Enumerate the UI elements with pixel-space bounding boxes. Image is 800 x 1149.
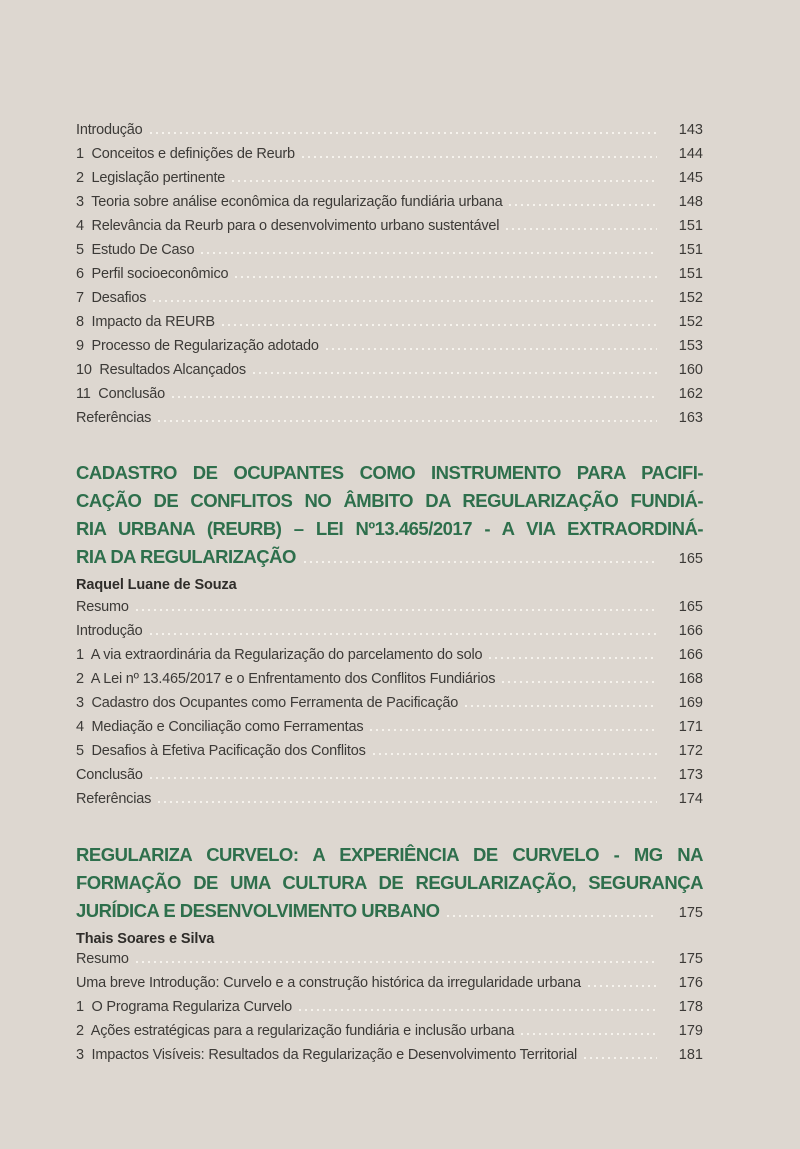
dot-leader xyxy=(232,180,657,182)
author-name: Raquel Luane de Souza xyxy=(76,577,237,593)
toc-entry-label: 5 Desafios à Efetiva Pacificação dos Conflitos xyxy=(76,743,366,759)
section-page-number: 175 xyxy=(678,905,703,921)
toc-entry-label: 3 Impactos Visíveis: Resultados da Regularização e Desenvolvimento Territorial xyxy=(76,1047,578,1063)
toc-entry-label: 6 Perfil socioeconômico xyxy=(76,266,229,282)
dot-leader xyxy=(150,777,657,779)
toc-entry[interactable] xyxy=(76,218,703,242)
toc-entries xyxy=(76,599,703,815)
toc-entry[interactable] xyxy=(76,767,703,791)
toc-entry-label: 9 Processo de Regularização adotado xyxy=(76,338,319,354)
toc-entry-page: 148 xyxy=(678,194,703,210)
toc-entry-page: 151 xyxy=(678,242,703,258)
section-title-line: FORMAÇÃO DE UMA CULTURA DE REGULARIZAÇÃO, SEGURANÇA xyxy=(76,872,703,893)
dot-leader xyxy=(373,753,657,755)
toc-entry-label: 8 Impacto da REURB xyxy=(76,314,215,330)
dot-leader xyxy=(222,324,657,326)
toc-entry-page: 145 xyxy=(678,170,703,186)
toc-entry-page: 151 xyxy=(678,266,703,282)
dot-leader xyxy=(158,801,657,803)
dot-leader xyxy=(158,420,657,422)
toc-entry-label: 2 Ações estratégicas para a regularização fundiária e inclusão urbana xyxy=(76,1023,515,1039)
toc-entry-page: 178 xyxy=(678,999,703,1015)
toc-entry[interactable] xyxy=(76,146,703,170)
toc-entry-page: 151 xyxy=(678,218,703,234)
toc-entry[interactable] xyxy=(76,194,703,218)
toc-entry[interactable] xyxy=(76,1023,703,1047)
toc-entry[interactable] xyxy=(76,1047,703,1071)
toc-entry-page: 176 xyxy=(678,975,703,991)
toc-section xyxy=(76,841,703,1071)
section-heading xyxy=(76,841,703,927)
toc-entry-label: 4 Relevância da Reurb para o desenvolvimento urbano sustentável xyxy=(76,218,500,234)
dot-leader xyxy=(136,609,657,611)
dot-leader xyxy=(584,1057,657,1059)
toc-entry-page: 152 xyxy=(678,314,703,330)
dot-leader xyxy=(489,657,657,659)
dot-leader xyxy=(150,633,657,635)
toc-entry[interactable] xyxy=(76,951,703,975)
toc-entry[interactable] xyxy=(76,290,703,314)
toc-entry-page: 163 xyxy=(678,410,703,426)
toc-entry[interactable] xyxy=(76,410,703,434)
section-title-text: RIA DA REGULARIZAÇÃO xyxy=(76,546,296,567)
toc-entry-label: 1 Conceitos e definições de Reurb xyxy=(76,146,295,162)
dot-leader xyxy=(299,1009,657,1011)
dot-leader xyxy=(136,961,657,963)
section-title-line: CAÇÃO DE CONFLITOS NO ÂMBITO DA REGULARIZAÇÃO FUNDIÁ- xyxy=(76,490,703,511)
section-heading xyxy=(76,459,703,573)
toc-entry-label: Resumo xyxy=(76,599,129,615)
toc-entry-label: 3 Teoria sobre análise econômica da regularização fundiária urbana xyxy=(76,194,503,210)
toc-entry-label: 1 A via extraordinária da Regularização do parcelamento do solo xyxy=(76,647,483,663)
toc-entry-label: 7 Desafios xyxy=(76,290,147,306)
toc-entry[interactable] xyxy=(76,599,703,623)
toc-entry-label: Introdução xyxy=(76,122,143,138)
toc-entry-page: 173 xyxy=(678,767,703,783)
toc-entry[interactable] xyxy=(76,647,703,671)
toc-entry[interactable] xyxy=(76,362,703,386)
toc-entry-page: 162 xyxy=(678,386,703,402)
toc-entry-page: 168 xyxy=(678,671,703,687)
toc-entry-label: Referências xyxy=(76,410,152,426)
toc-entry[interactable] xyxy=(76,314,703,338)
toc-entry[interactable] xyxy=(76,719,703,743)
section-title-last-line[interactable] xyxy=(76,897,703,927)
toc-entry-page: 166 xyxy=(678,623,703,639)
toc-entry[interactable] xyxy=(76,242,703,266)
toc-entry-label: 4 Mediação e Conciliação como Ferramentas xyxy=(76,719,364,735)
toc-entry[interactable] xyxy=(76,975,703,999)
toc-entry-label: 2 Legislação pertinente xyxy=(76,170,226,186)
toc-entry[interactable] xyxy=(76,695,703,719)
section-title-line: REGULARIZA CURVELO: A EXPERIÊNCIA DE CURVELO - MG NA xyxy=(76,844,703,865)
toc-entry[interactable] xyxy=(76,338,703,362)
dot-leader xyxy=(509,204,657,206)
toc-entry-page: 160 xyxy=(678,362,703,378)
toc-entry-label: Uma breve Introdução: Curvelo e a construção histórica da irregularidade urbana xyxy=(76,975,581,991)
dot-leader xyxy=(153,300,657,302)
toc-entry[interactable] xyxy=(76,170,703,194)
toc-section xyxy=(76,459,703,815)
toc-entry[interactable] xyxy=(76,671,703,695)
dot-leader xyxy=(150,132,657,134)
dot-leader xyxy=(370,729,657,731)
toc-entry-page: 171 xyxy=(678,719,703,735)
toc-section xyxy=(76,122,703,434)
dot-leader xyxy=(201,252,657,254)
toc-entry-page: 153 xyxy=(678,338,703,354)
dot-leader xyxy=(326,348,657,350)
dot-leader xyxy=(588,985,657,987)
dot-leader xyxy=(235,276,657,278)
author-name: Thais Soares e Silva xyxy=(76,931,215,947)
dot-leader xyxy=(304,561,657,563)
dot-leader xyxy=(447,915,657,917)
section-page-number: 165 xyxy=(678,551,703,567)
toc-entry-page: 179 xyxy=(678,1023,703,1039)
section-title-text: JURÍDICA E DESENVOLVIMENTO URBANO xyxy=(76,900,440,921)
toc-entry-page: 181 xyxy=(678,1047,703,1063)
dot-leader xyxy=(506,228,657,230)
toc-entry[interactable] xyxy=(76,623,703,647)
toc-entry-label: Introdução xyxy=(76,623,143,639)
toc-entry[interactable] xyxy=(76,791,703,815)
toc-entry-page: 143 xyxy=(678,122,703,138)
toc-entry-page: 172 xyxy=(678,743,703,759)
section-title-line: CADASTRO DE OCUPANTES COMO INSTRUMENTO PARA PACIFI- xyxy=(76,462,703,483)
toc-entry-label: 1 O Programa Regulariza Curvelo xyxy=(76,999,293,1015)
toc-entry-label: 2 A Lei nº 13.465/2017 e o Enfrentamento dos Conflitos Fundiários xyxy=(76,671,496,687)
toc-entry[interactable] xyxy=(76,266,703,290)
toc-entry[interactable] xyxy=(76,122,703,146)
section-title-line: RIA URBANA (REURB) – LEI Nº13.465/2017 - A VIA EXTRAORDINÁ- xyxy=(76,518,703,539)
toc-entry-page: 174 xyxy=(678,791,703,807)
toc-entry-label: 11 Conclusão xyxy=(76,386,166,402)
toc-entry-page: 169 xyxy=(678,695,703,711)
toc-entry-label: Conclusão xyxy=(76,767,143,783)
toc-entries xyxy=(76,951,703,1071)
toc-entry-label: Resumo xyxy=(76,951,129,967)
toc-entry-page: 144 xyxy=(678,146,703,162)
dot-leader xyxy=(302,156,657,158)
toc-list xyxy=(76,122,703,1071)
dot-leader xyxy=(172,396,657,398)
section-title-last-line[interactable] xyxy=(76,543,703,573)
dot-leader xyxy=(253,372,657,374)
toc-entry[interactable] xyxy=(76,386,703,410)
toc-entry[interactable] xyxy=(76,743,703,767)
toc-entry-page: 165 xyxy=(678,599,703,615)
toc-entries xyxy=(76,122,703,434)
toc-entry-label: Referências xyxy=(76,791,152,807)
toc-entry-page: 166 xyxy=(678,647,703,663)
dot-leader xyxy=(502,681,657,683)
toc-entry[interactable] xyxy=(76,999,703,1023)
toc-entry-page: 175 xyxy=(678,951,703,967)
toc-entry-label: 10 Resultados Alcançados xyxy=(76,362,246,378)
dot-leader xyxy=(521,1033,657,1035)
toc-entry-label: 5 Estudo De Caso xyxy=(76,242,195,258)
toc-entry-page: 152 xyxy=(678,290,703,306)
dot-leader xyxy=(465,705,657,707)
toc-entry-label: 3 Cadastro dos Ocupantes como Ferramenta de Pacificação xyxy=(76,695,459,711)
